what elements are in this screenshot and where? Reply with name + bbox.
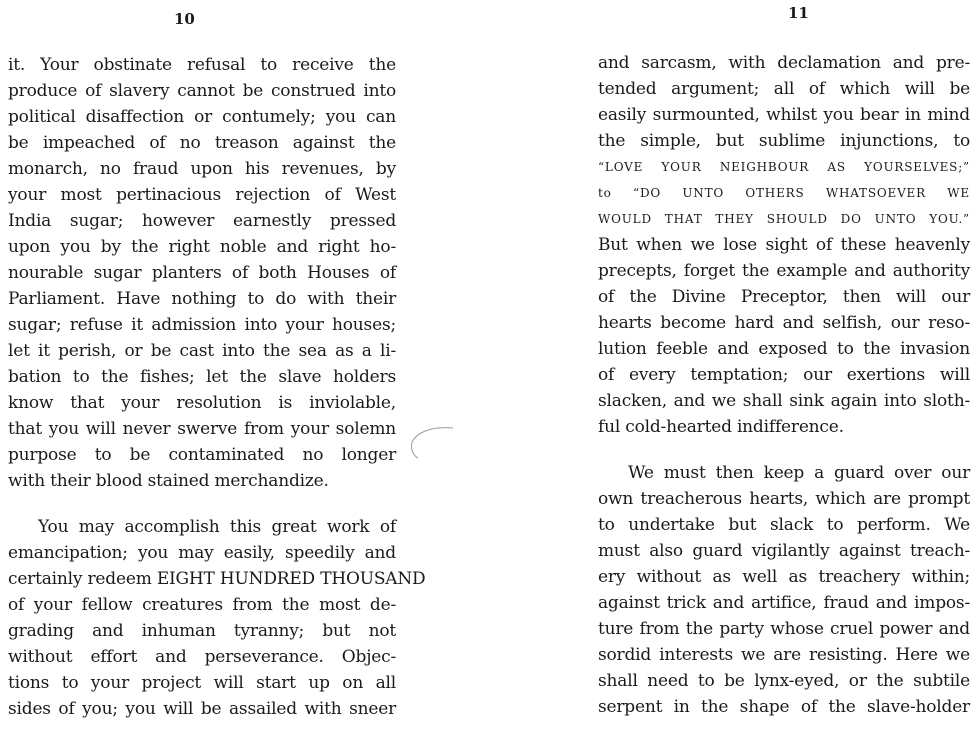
paper-mark	[398, 420, 458, 460]
text-line: upon you by the right noble and right ho-	[8, 237, 396, 257]
text-line: produce of slavery cannot be construed into	[8, 81, 396, 101]
text-line: of the Divine Preceptor, then will our	[598, 287, 970, 307]
text-line: You may accomplish this great work of	[38, 517, 396, 537]
text-line: of every temptation; our exertions will	[598, 365, 970, 385]
text-line: of your fellow creatures from the most de-	[8, 595, 396, 615]
text-line: with their blood stained merchandize.	[8, 471, 329, 491]
text-line: ful cold-hearted indifference.	[598, 417, 844, 437]
text-line: your most pertinacious rejection of West	[8, 185, 396, 205]
text-line: to “DO UNTO OTHERS WHATSOEVER WE	[598, 186, 970, 200]
text-line: own treacherous hearts, which are prompt	[598, 489, 970, 509]
text-line: against trick and artifice, fraud and impos-	[598, 593, 970, 613]
text-line: the simple, but sublime injunctions, to	[598, 131, 970, 151]
page-number-left: 10	[174, 10, 195, 28]
text-line: certainly redeem EIGHT HUNDRED THOUSAND	[8, 569, 426, 589]
left-page	[0, 0, 426, 747]
text-line: precepts, forget the example and authority	[598, 261, 970, 281]
text-line: hearts become hard and selfish, our reso-	[598, 313, 970, 333]
text-line: But when we lose sight of these heavenly	[598, 235, 970, 255]
left-text-block	[8, 52, 426, 722]
text-line: shall need to be lynx-eyed, or the subtile	[598, 671, 970, 691]
page-number-right: 11	[788, 4, 809, 22]
text-line: it. Your obstinate refusal to receive the	[8, 55, 396, 75]
text-line: emancipation; you may easily, speedily and	[8, 543, 396, 563]
text-line: be impeached of no treason against the	[8, 133, 396, 153]
text-line: bation to the fishes; let the slave holders	[8, 367, 396, 387]
text-line: “LOVE YOUR NEIGHBOUR AS YOURSELVES;”	[598, 160, 970, 174]
text-line: India sugar; however earnestly pressed	[8, 211, 396, 231]
text-line: sides of you; you will be assailed with sneer	[8, 699, 396, 719]
text-line: We must then keep a guard over our	[628, 463, 970, 483]
text-line: slacken, and we shall sink again into sloth-	[598, 391, 970, 411]
text-line: lution feeble and exposed to the invasion	[598, 339, 970, 359]
text-line: without effort and perseverance. Objec-	[8, 647, 396, 667]
text-line: that you will never swerve from your solemn	[8, 419, 396, 439]
text-line: ery without as well as treachery within;	[598, 567, 970, 587]
text-line: know that your resolution is inviolable,	[8, 393, 396, 413]
right-page	[590, 0, 980, 747]
text-line: and sarcasm, with declamation and pre-	[598, 53, 970, 73]
text-line: Parliament. Have nothing to do with their	[8, 289, 396, 309]
text-line: must also guard vigilantly against treach-	[598, 541, 970, 561]
text-line: easily surmounted, whilst you bear in mind	[598, 105, 970, 125]
text-line: serpent in the shape of the slave-holder	[598, 697, 970, 717]
text-line: to undertake but slack to perform. We	[598, 515, 970, 535]
text-line: tended argument; all of which will be	[598, 79, 970, 99]
text-line: grading and inhuman tyranny; but not	[8, 621, 396, 641]
text-line: let it perish, or be cast into the sea as a li-	[8, 341, 396, 361]
text-line: purpose to be contaminated no longer	[8, 445, 396, 465]
text-line: sugar; refuse it admission into your houses;	[8, 315, 396, 335]
text-line: monarch, no fraud upon his revenues, by	[8, 159, 396, 179]
text-line: sordid interests we are resisting. Here we	[598, 645, 970, 665]
text-line: nourable sugar planters of both Houses of	[8, 263, 396, 283]
text-line: tions to your project will start up on all	[8, 673, 396, 693]
text-line: ture from the party whose cruel power and	[598, 619, 970, 639]
text-line: WOULD THAT THEY SHOULD DO UNTO YOU.”	[598, 212, 970, 226]
right-text-block	[598, 50, 970, 720]
text-line: political disaffection or contumely; you can	[8, 107, 396, 127]
